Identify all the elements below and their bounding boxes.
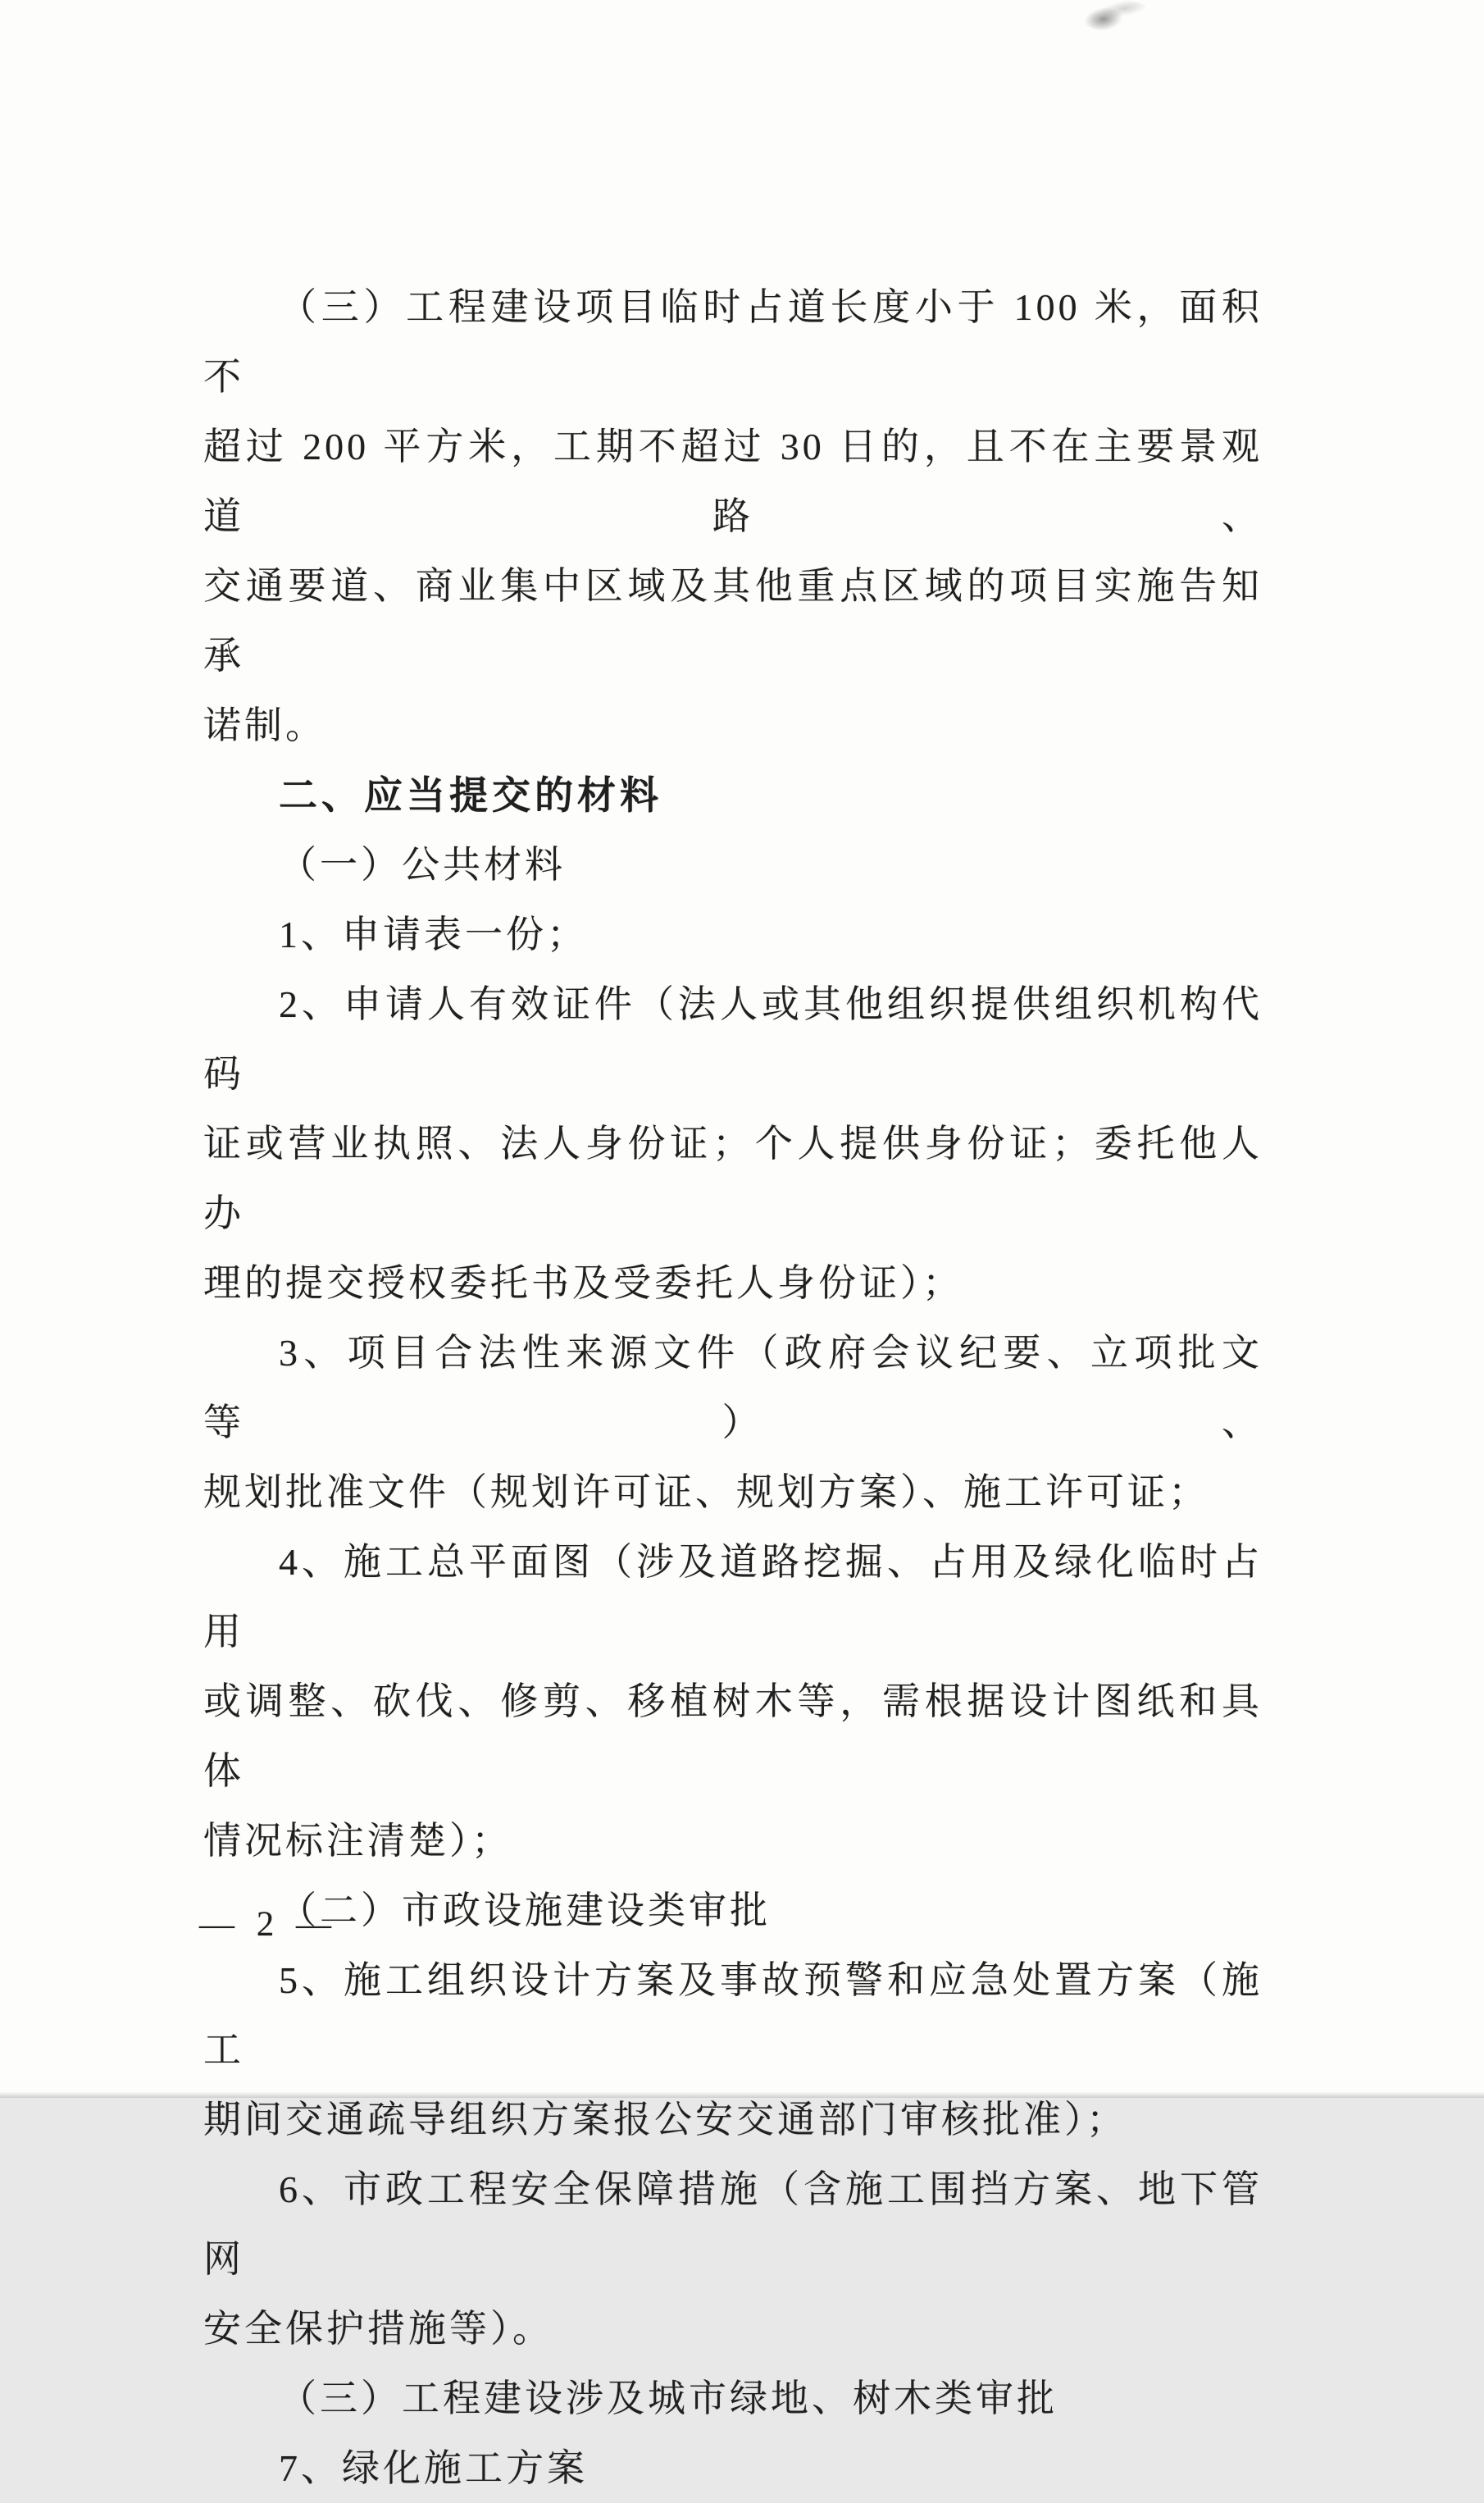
body-line: 4、施工总平面图（涉及道路挖掘、占用及绿化临时占用 (203, 1541, 1263, 1653)
paragraph-heading (203, 760, 1263, 830)
subheading-line: （一）公共材料 (279, 844, 566, 886)
body-line: 超过 200 平方米，工期不超过 30 日的，且不在主要景观道路、 (203, 426, 1263, 537)
body-line: 7、绿化施工方案 (279, 2447, 588, 2489)
paragraph-body (203, 2154, 1263, 2364)
subheading-line: （二）市政设施建设类审批 (279, 1890, 771, 1931)
page-number: — 2 — (199, 1905, 338, 1944)
paragraph-body (203, 1945, 1263, 2154)
scan-edge-artifact (0, 2092, 1484, 2098)
subheading-line: （三）工程建设涉及城市绿地、树木类审批 (279, 2378, 1058, 2419)
body-line: 诺制。 (203, 704, 326, 746)
heading-line: 二、应当提交的材料 (279, 773, 662, 817)
body-line: 理的提交授权委托书及受委托人身份证）； (203, 1262, 963, 1304)
body-line: 1、申请表一份； (279, 914, 588, 955)
paragraph-body (203, 1527, 1263, 1876)
body-line: 证或营业执照、法人身份证；个人提供身份证；委托他人办 (203, 1123, 1263, 1234)
paragraph-body (203, 900, 1263, 969)
body-line: 6、市政工程安全保障措施（含施工围挡方案、地下管网 (203, 2168, 1263, 2280)
document-body (203, 272, 1263, 2503)
body-line: 情况标注清楚）； (203, 1820, 512, 1862)
paragraph-subheading (203, 830, 1263, 900)
body-line: 交通要道、商业集中区域及其他重点区域的项目实施告知承 (203, 565, 1263, 677)
paragraph-body (203, 272, 1263, 760)
body-line: 5、施工组织设计方案及事故预警和应急处置方案（施工 (203, 1959, 1263, 2071)
body-line: （三）工程建设项目临时占道长度小于 100 米，面积不 (203, 286, 1263, 398)
paragraph-subheading (203, 2364, 1263, 2433)
body-line: 安全保护措施等）。 (203, 2308, 553, 2350)
body-line: 规划批准文件（规划许可证、规划方案）、施工许可证； (203, 1471, 1209, 1513)
body-line: 3、项目合法性来源文件（政府会议纪要、立项批文等）、 (203, 1332, 1263, 1443)
body-line: 2、申请人有效证件（法人或其他组织提供组织机构代码 (203, 983, 1263, 1095)
scan-smudge-artifact (1082, 0, 1150, 35)
paragraph-subheading (203, 1876, 1263, 1945)
paragraph-body (203, 969, 1263, 1318)
body-line: 或调整、砍伐、修剪、移植树木等，需根据设计图纸和具体 (203, 1680, 1263, 1792)
paragraph-body (203, 1318, 1263, 1527)
body-line: 期间交通疏导组织方案报公安交通部门审核批准）； (203, 2099, 1127, 2141)
paragraph-body (203, 2433, 1263, 2503)
